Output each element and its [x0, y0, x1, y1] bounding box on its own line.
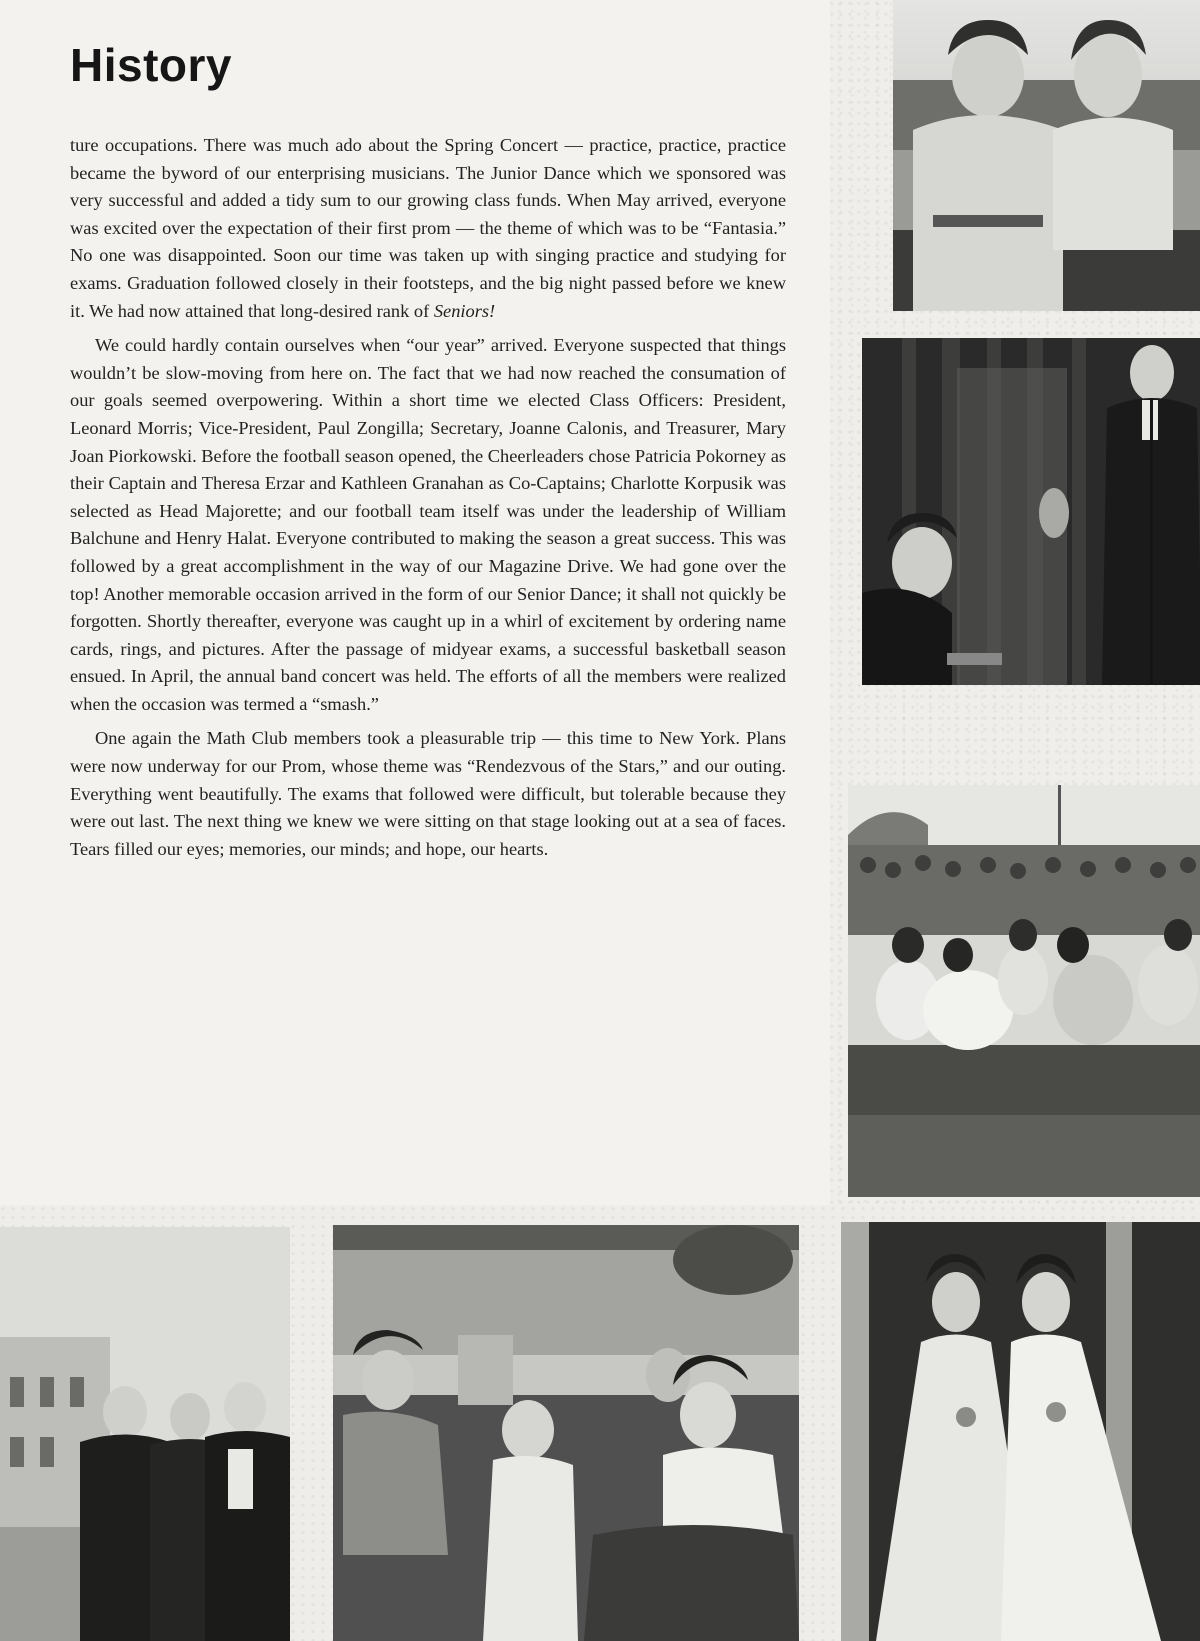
photo-stage-performer	[862, 338, 1200, 685]
paragraph-1-text: ture occupations. There was much ado about the Spring Concert — practice, practice, practice became the byword of our enterprising musicians. The Junior Dance which we sponsored was very successful and added a tidy sum to our growing class funds. When May arrived, everyone was excited over the expectation of their first prom — the theme of which was to be “Fantasia.” No one was disappointed. Soon our time was taken up with singing practice and studying for exams. Graduation followed closely in their footsteps, and the big night passed before we knew it. We had now attained that long-desired rank of	[70, 135, 786, 321]
photo-three-women-building	[0, 1227, 290, 1641]
photo-students-sitting-outdoors	[333, 1225, 799, 1641]
photo-two-girls-in-gowns	[841, 1222, 1200, 1641]
history-text	[70, 132, 786, 870]
paragraph-2: We could hardly contain ourselves when “our year” arrived. Everyone suspected that things wouldn’t be slow-moving from here on. The fact that we had now reached the consumation of our goals seemed overpowering. Within a short time we elected Class Officers: President, Leonard Morris; Vice-President, Paul Zongilla; Secretary, Joanne Calonis, and Treasurer, Mary Joan Piorkowski. Before the football season opened, the Cheerleaders chose Patricia Pokorney as their Captain and Theresa Erzar and Kathleen Granahan as Co-Captains; Charlotte Korpusik was selected as Head Majorette; and our football team itself was under the leadership of William Balchune and Henry Halat. Everyone contributed to making the season a great success. This was followed by a great accomplishment in the way of our Magazine Drive. We had gone over the top! Another memorable occasion arrived in the form of our Senior Dance; it shall not quickly be forgotten. Shortly thereafter, everyone was caught up in a whirl of excitement by ordering name cards, rings, and pictures. After the passage of midyear exams, a successful basketball season ensued. In April, the annual band concert was held. The efforts of all the members were realized when the occasion was termed a “smash.”	[70, 335, 787, 714]
page-title: History	[70, 39, 232, 91]
seniors-emphasis: Seniors!	[433, 300, 496, 321]
paragraph-1	[70, 132, 786, 325]
paragraph-3: One again the Math Club members took a pleasurable trip — this time to New York. Plans were now underway for our Prom, whose theme was “Rendezvous of the Stars,” and our outing. Everything went beautifully. The exams that followed were difficult, but tolerable because they were out last. The next thing we knew we were sitting on that stage looking out at a sea of faces. Tears filled our eyes; memories, our minds; and hope, our hearts.	[70, 728, 786, 859]
photo-two-girls-outdoors	[893, 0, 1200, 311]
photo-cheerleaders-on-grass	[848, 785, 1200, 1197]
